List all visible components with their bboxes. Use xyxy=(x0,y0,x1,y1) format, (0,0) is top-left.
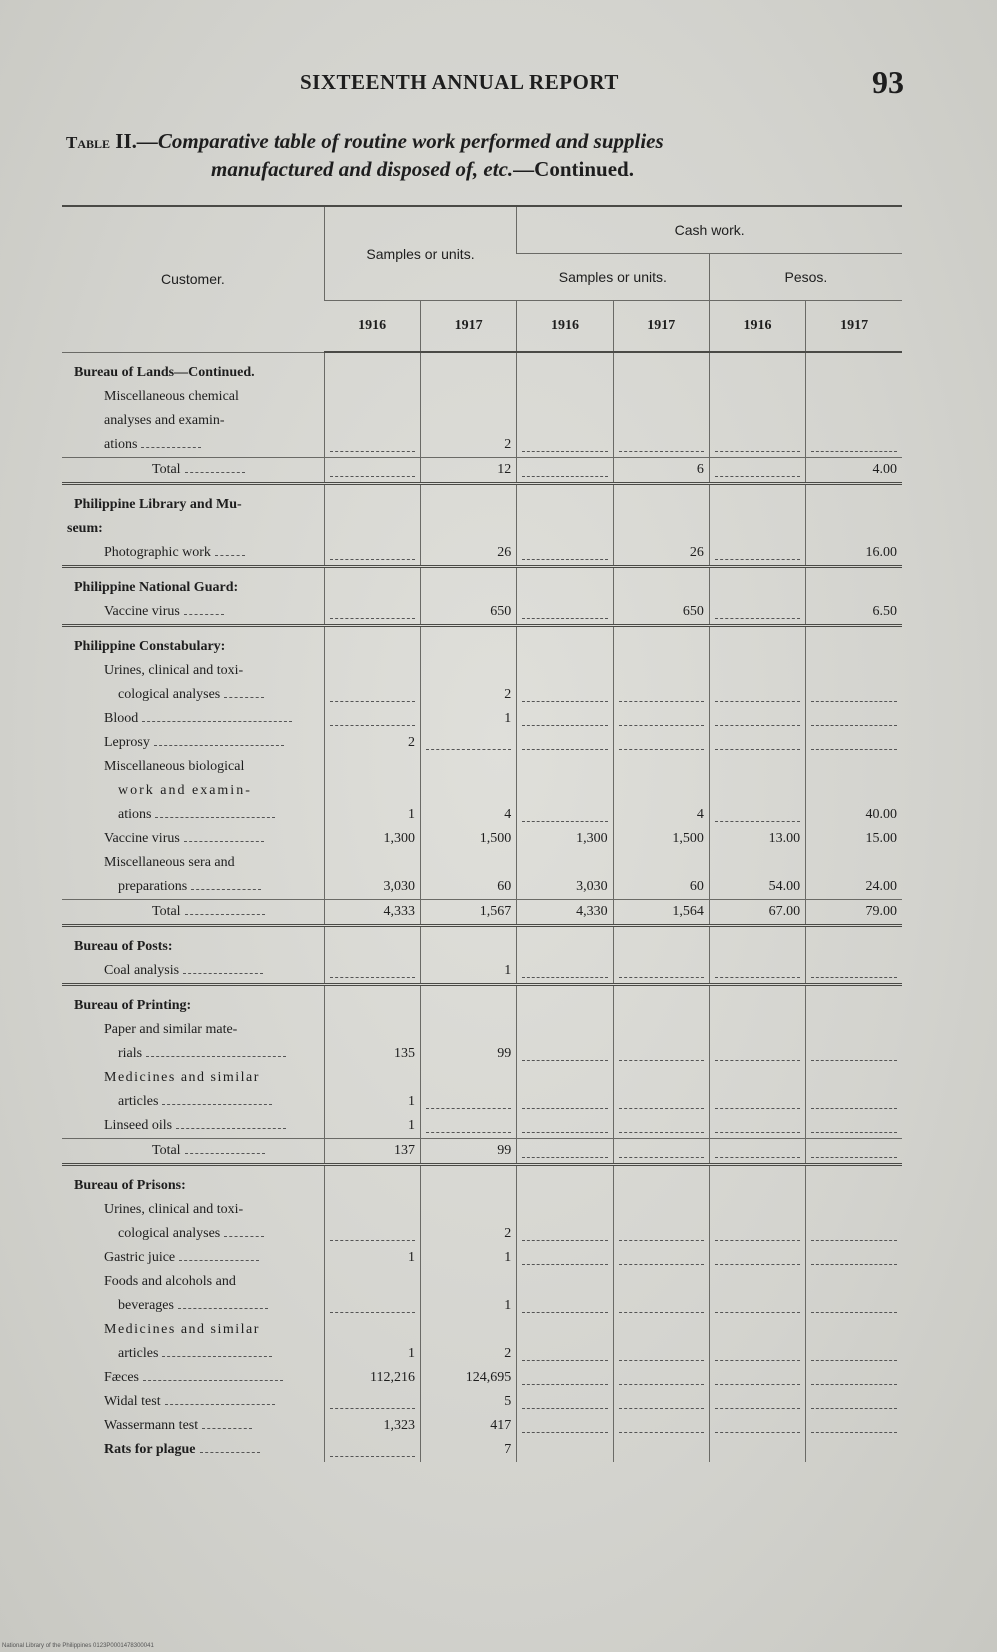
dash-cell xyxy=(811,1395,897,1409)
value-cell: 1,564 xyxy=(613,899,709,925)
table-row xyxy=(62,385,902,409)
dash-cell xyxy=(522,1395,607,1409)
value-cell: 79.00 xyxy=(806,899,902,925)
row-label: Gastric juice xyxy=(104,1249,176,1265)
dash-cell xyxy=(715,1144,800,1158)
dash-cell xyxy=(522,1047,607,1061)
row-label: Leprosy xyxy=(104,734,150,750)
dash-cell xyxy=(715,808,800,822)
table-row xyxy=(62,959,902,985)
row-label: Foods and alcohols and xyxy=(104,1273,236,1289)
dot-leader xyxy=(143,1370,283,1381)
total-row xyxy=(62,457,902,483)
row-label: Miscellaneous biological xyxy=(104,758,245,774)
dash-cell xyxy=(619,1227,704,1241)
value-cell: 1,567 xyxy=(421,899,517,925)
dash-cell xyxy=(522,736,607,750)
row-label: preparations xyxy=(118,878,188,894)
dash-cell xyxy=(715,1119,800,1133)
dot-leader xyxy=(185,904,265,915)
value-cell: 135 xyxy=(324,1042,420,1066)
value-cell: 24.00 xyxy=(806,875,902,900)
table-row xyxy=(62,1114,902,1139)
value-cell: 417 xyxy=(421,1414,517,1438)
dash-cell xyxy=(715,1251,800,1265)
value-cell: 650 xyxy=(421,600,517,626)
row-label: Vaccine virus xyxy=(104,830,180,846)
table-caption xyxy=(66,128,916,183)
table-row xyxy=(62,984,902,1018)
dash-cell xyxy=(330,964,415,978)
dot-leader xyxy=(184,831,264,842)
value-cell: 26 xyxy=(613,541,709,567)
dash-cell xyxy=(619,438,704,452)
row-label: beverages xyxy=(118,1297,174,1313)
value-cell: 2 xyxy=(421,433,517,458)
table-row xyxy=(62,803,902,827)
dash-cell xyxy=(715,1227,800,1241)
value-cell: 4.00 xyxy=(806,457,902,483)
header-year: 1917 xyxy=(806,301,902,353)
dot-leader xyxy=(185,1143,265,1154)
table-row xyxy=(62,1414,902,1438)
table-row xyxy=(62,1390,902,1414)
table-row xyxy=(62,1270,902,1294)
table-row xyxy=(62,483,902,517)
dash-cell xyxy=(811,1144,897,1158)
dot-leader xyxy=(155,807,275,818)
row-label: rials xyxy=(118,1045,143,1061)
row-label: Linseed oils xyxy=(104,1117,173,1133)
dash-cell xyxy=(619,1047,704,1061)
table-row xyxy=(62,1246,902,1270)
row-label: cological analyses xyxy=(118,1225,221,1241)
table-row xyxy=(62,600,902,626)
value-cell: 1 xyxy=(421,707,517,731)
row-label: ations xyxy=(104,436,138,452)
dot-leader xyxy=(215,545,245,556)
dash-cell xyxy=(619,1144,704,1158)
dash-cell xyxy=(619,1095,704,1109)
group-label: Bureau of Printing: xyxy=(74,997,192,1013)
dash-cell xyxy=(522,1371,607,1385)
table-row xyxy=(62,1342,902,1366)
dash-cell xyxy=(619,1299,704,1313)
header-pesos: Pesos. xyxy=(709,254,902,301)
dash-cell xyxy=(715,736,800,750)
dot-leader xyxy=(179,1250,259,1261)
value-cell: 5 xyxy=(421,1390,517,1414)
value-cell: 124,695 xyxy=(421,1366,517,1390)
row-label: Paper and similar mate- xyxy=(104,1021,238,1037)
dash-cell xyxy=(811,736,897,750)
header-cash-samples: Samples or units. xyxy=(517,254,710,301)
row-label: Wassermann test xyxy=(104,1417,199,1433)
dash-cell xyxy=(522,964,607,978)
header-customer: Customer. xyxy=(62,206,324,352)
dash-cell xyxy=(811,1347,897,1361)
total-row xyxy=(62,899,902,925)
value-cell: 1 xyxy=(324,1246,420,1270)
value-cell: 1,300 xyxy=(517,827,613,851)
dash-cell xyxy=(330,546,415,560)
page-number: 93 xyxy=(872,64,904,100)
table-row xyxy=(62,1164,902,1198)
dash-cell xyxy=(522,712,607,726)
value-cell: 3,030 xyxy=(517,875,613,900)
dash-cell xyxy=(811,1095,897,1109)
dot-leader xyxy=(176,1118,286,1129)
dot-leader xyxy=(224,1226,264,1237)
header-cash-work: Cash work. xyxy=(517,206,902,254)
dash-cell xyxy=(811,688,897,702)
dash-cell xyxy=(330,605,415,619)
dash-cell xyxy=(811,964,897,978)
value-cell: 60 xyxy=(421,875,517,900)
row-label: Photographic work xyxy=(104,544,211,560)
dot-leader xyxy=(142,711,292,722)
dot-leader xyxy=(162,1346,272,1357)
dash-cell xyxy=(330,1395,415,1409)
dash-cell xyxy=(522,1419,607,1433)
dash-cell xyxy=(522,605,607,619)
dash-cell xyxy=(619,688,704,702)
dot-leader xyxy=(200,1442,260,1453)
table-row xyxy=(62,925,902,959)
table-row xyxy=(62,779,902,803)
group-label: seum: xyxy=(67,520,103,536)
dash-cell xyxy=(715,463,800,477)
row-label: Total xyxy=(152,903,181,919)
dot-leader xyxy=(224,687,264,698)
table-row xyxy=(62,1066,902,1090)
dot-leader xyxy=(184,604,224,615)
value-cell: 6.50 xyxy=(806,600,902,626)
dot-leader xyxy=(185,462,245,473)
dash-cell xyxy=(811,1419,897,1433)
dash-cell xyxy=(330,688,415,702)
table-row xyxy=(62,1366,902,1390)
value-cell: 3,030 xyxy=(324,875,420,900)
group-label: Bureau of Prisons: xyxy=(74,1177,186,1193)
dash-cell xyxy=(715,1299,800,1313)
row-label: cological analyses xyxy=(118,686,221,702)
caption-number: II. xyxy=(115,129,137,153)
dash-cell xyxy=(619,964,704,978)
table-row xyxy=(62,1318,902,1342)
dash-cell xyxy=(619,1371,704,1385)
table-row xyxy=(62,517,902,541)
header-year: 1917 xyxy=(613,301,709,353)
value-cell: 1,323 xyxy=(324,1414,420,1438)
value-cell: 99 xyxy=(421,1042,517,1066)
dash-cell xyxy=(619,1347,704,1361)
header-samples: Samples or units. xyxy=(324,206,517,301)
dot-leader xyxy=(183,963,263,974)
caption-line-1: —Comparative table of routine work performed and supplies xyxy=(136,129,664,153)
dash-cell xyxy=(522,1299,607,1313)
value-cell: 1 xyxy=(324,803,420,827)
value-cell: 650 xyxy=(613,600,709,626)
header-year: 1916 xyxy=(517,301,613,353)
row-label: Miscellaneous chemical xyxy=(104,388,239,404)
value-cell: 12 xyxy=(421,457,517,483)
table-row xyxy=(62,1294,902,1318)
table-row xyxy=(62,433,902,458)
table-row xyxy=(62,659,902,683)
dash-cell xyxy=(426,1119,511,1133)
dash-cell xyxy=(426,1095,511,1109)
value-cell: 26 xyxy=(421,541,517,567)
value-cell: 4 xyxy=(613,803,709,827)
dash-cell xyxy=(330,1443,415,1457)
value-cell: 15.00 xyxy=(806,827,902,851)
row-label: Medicines and similar xyxy=(104,1321,260,1337)
dot-leader xyxy=(165,1394,275,1405)
value-cell: 1,500 xyxy=(421,827,517,851)
value-cell: 4 xyxy=(421,803,517,827)
dash-cell xyxy=(330,1299,415,1313)
table-row xyxy=(62,1090,902,1114)
row-label: analyses and examin- xyxy=(104,412,225,428)
value-cell: 2 xyxy=(421,683,517,707)
dash-cell xyxy=(715,1395,800,1409)
value-cell: 4,330 xyxy=(517,899,613,925)
dash-cell xyxy=(715,964,800,978)
table-row xyxy=(62,851,902,875)
dash-cell xyxy=(715,1347,800,1361)
dash-cell xyxy=(619,1251,704,1265)
dash-cell xyxy=(811,1047,897,1061)
dot-leader xyxy=(146,1046,286,1057)
group-label: Philippine Constabulary: xyxy=(74,638,226,654)
group-label: Philippine National Guard: xyxy=(74,579,239,595)
dash-cell xyxy=(619,1395,704,1409)
value-cell: 1 xyxy=(421,959,517,985)
dash-cell xyxy=(715,1419,800,1433)
table-row xyxy=(62,566,902,600)
row-label: Total xyxy=(152,461,181,477)
dash-cell xyxy=(522,1347,607,1361)
dot-leader xyxy=(202,1418,252,1429)
dash-cell xyxy=(811,1227,897,1241)
row-label: work and examin- xyxy=(118,782,252,798)
running-head: SIXTEENTH ANNUAL REPORT xyxy=(300,70,619,94)
dash-cell xyxy=(330,712,415,726)
table-row xyxy=(62,707,902,731)
dash-cell xyxy=(715,712,800,726)
dash-cell xyxy=(715,1047,800,1061)
caption-line-2: manufactured and disposed of, etc. xyxy=(211,157,514,181)
dash-cell xyxy=(522,1095,607,1109)
total-row xyxy=(62,1138,902,1164)
header-year: 1917 xyxy=(421,301,517,353)
dot-leader xyxy=(162,1094,272,1105)
caption-continued: —Continued. xyxy=(513,157,634,181)
value-cell: 1 xyxy=(324,1114,420,1139)
dot-leader xyxy=(141,437,201,448)
value-cell: 16.00 xyxy=(806,541,902,567)
row-label: Widal test xyxy=(104,1393,161,1409)
dash-cell xyxy=(522,688,607,702)
row-label: Coal analysis xyxy=(104,962,180,978)
table-row xyxy=(62,1018,902,1042)
dash-cell xyxy=(619,1119,704,1133)
table-row xyxy=(62,1198,902,1222)
table-row xyxy=(62,683,902,707)
value-cell: 13.00 xyxy=(709,827,805,851)
table-row xyxy=(62,625,902,659)
table-row xyxy=(62,875,902,900)
header-year: 1916 xyxy=(709,301,805,353)
row-label: Blood xyxy=(104,710,139,726)
table-row xyxy=(62,731,902,755)
table-row xyxy=(62,541,902,567)
table-row xyxy=(62,1042,902,1066)
value-cell: 1,500 xyxy=(613,827,709,851)
archive-watermark: National Library of the Philippines 0123P0001478300041 xyxy=(2,1643,154,1649)
dash-cell xyxy=(522,1251,607,1265)
group-label: Philippine Library and Mu- xyxy=(74,496,242,512)
routine-work-table xyxy=(62,205,902,1462)
table-row xyxy=(62,1222,902,1246)
value-cell: 2 xyxy=(421,1342,517,1366)
dash-cell xyxy=(522,463,607,477)
value-cell: 2 xyxy=(324,731,420,755)
caption-label: Table xyxy=(66,133,111,152)
dot-leader xyxy=(154,735,284,746)
row-label: Total xyxy=(152,1142,181,1158)
dash-cell xyxy=(522,1144,607,1158)
group-label: Bureau of Lands—Continued. xyxy=(74,364,255,380)
dash-cell xyxy=(522,808,607,822)
value-cell: 99 xyxy=(421,1138,517,1164)
dash-cell xyxy=(522,1119,607,1133)
header-year: 1916 xyxy=(324,301,420,353)
value-cell: 1 xyxy=(324,1090,420,1114)
dash-cell xyxy=(715,1371,800,1385)
row-label: Medicines and similar xyxy=(104,1069,260,1085)
value-cell: 2 xyxy=(421,1222,517,1246)
value-cell: 112,216 xyxy=(324,1366,420,1390)
dash-cell xyxy=(715,688,800,702)
row-label: Rats for plague xyxy=(104,1441,196,1457)
dash-cell xyxy=(811,438,897,452)
value-cell: 54.00 xyxy=(709,875,805,900)
dash-cell xyxy=(811,1119,897,1133)
dash-cell xyxy=(619,736,704,750)
dash-cell xyxy=(330,463,415,477)
value-cell: 7 xyxy=(421,1438,517,1462)
dash-cell xyxy=(330,438,415,452)
dash-cell xyxy=(522,438,607,452)
dash-cell xyxy=(811,1251,897,1265)
row-label: Miscellaneous sera and xyxy=(104,854,235,870)
table-row xyxy=(62,1438,902,1462)
dash-cell xyxy=(811,712,897,726)
dash-cell xyxy=(715,438,800,452)
dash-cell xyxy=(715,1095,800,1109)
value-cell: 1 xyxy=(324,1342,420,1366)
row-label: Urines, clinical and toxi- xyxy=(104,1201,244,1217)
dash-cell xyxy=(811,1299,897,1313)
row-label: articles xyxy=(118,1093,159,1109)
dash-cell xyxy=(715,546,800,560)
value-cell: 67.00 xyxy=(709,899,805,925)
dash-cell xyxy=(715,605,800,619)
dot-leader xyxy=(178,1298,268,1309)
value-cell: 40.00 xyxy=(806,803,902,827)
dash-cell xyxy=(619,712,704,726)
dash-cell xyxy=(426,736,511,750)
value-cell: 1 xyxy=(421,1294,517,1318)
table-row xyxy=(62,409,902,433)
dash-cell xyxy=(522,546,607,560)
value-cell: 1 xyxy=(421,1246,517,1270)
value-cell: 4,333 xyxy=(324,899,420,925)
dash-cell xyxy=(811,1371,897,1385)
row-label: Vaccine virus xyxy=(104,603,180,619)
row-label: Urines, clinical and toxi- xyxy=(104,662,244,678)
row-label: articles xyxy=(118,1345,159,1361)
table-row xyxy=(62,827,902,851)
value-cell: 6 xyxy=(613,457,709,483)
group-label: Bureau of Posts: xyxy=(74,938,173,954)
row-label: ations xyxy=(118,806,152,822)
dash-cell xyxy=(330,1227,415,1241)
table-row xyxy=(62,352,902,385)
table-row xyxy=(62,755,902,779)
dash-cell xyxy=(522,1227,607,1241)
dash-cell xyxy=(619,1419,704,1433)
row-label: Fæces xyxy=(104,1369,139,1385)
value-cell: 137 xyxy=(324,1138,420,1164)
value-cell: 60 xyxy=(613,875,709,900)
dot-leader xyxy=(191,879,261,890)
value-cell: 1,300 xyxy=(324,827,420,851)
